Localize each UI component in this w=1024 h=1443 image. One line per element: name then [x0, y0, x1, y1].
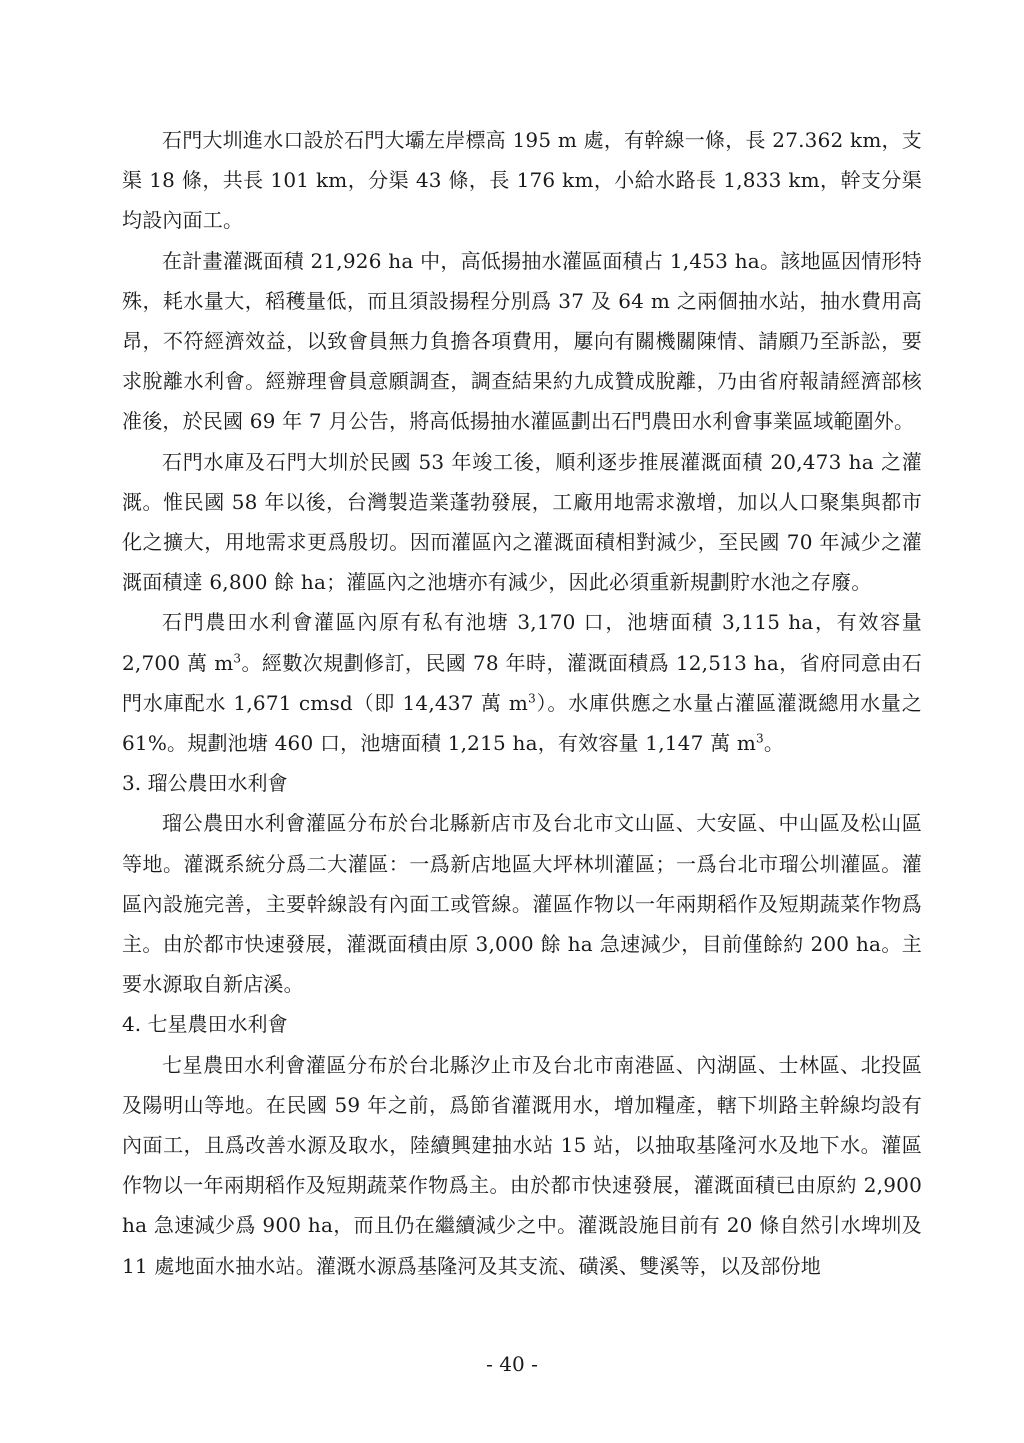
document-body — [122, 120, 922, 1286]
section-heading-liugong: 3. 瑠公農田水利會 — [122, 771, 288, 796]
text-run: 。經數次規劃修訂，民國 78 年時，灌溉面積爲 12,513 ha，省府同意由石門水庫配水 1,671 cmsd（即 14,437 萬 m — [122, 650, 922, 715]
page-number: - 40 - — [486, 1352, 538, 1376]
paragraph-private-ponds — [122, 602, 922, 763]
superscript-3: 3 — [233, 650, 242, 665]
text-run: 。 — [763, 731, 785, 756]
paragraph-reservoir-completion: 石門水庫及石門大圳於民國 53 年竣工後，順利逐步推展灌溉面積 20,473 ha 之灌溉。惟民國 58 年以後，台灣製造業蓬勃發展，工廠用地需求激增，加以人口聚集與都市化之擴大，用地需求更爲殷切。因而灌區內之灌溉面積相對減少，至民國 70 年減少之灌溉面積達 6,800 餘 ha；灌區內之池塘亦有減少，因此必須重新規劃貯水池之存廢。 — [122, 449, 922, 595]
paragraph-shimen-canal-intake: 石門大圳進水口設於石門大壩左岸標高 195 m 處，有幹線一條，長 27.362 km，支渠 18 條，共長 101 km，分渠 43 條，長 176 km，小給水路長 1,833 km，幹支分渠均設內面工。 — [122, 128, 922, 233]
text-run: ）。水庫供應之水量占灌區灌溉總用水量之 61%。規劃池塘 460 口，池塘面積 1,215 ha，有效容量 1,147 萬 m — [122, 690, 922, 756]
paragraph-qixing: 七星農田水利會灌區分布於台北縣汐止市及台北市南港區、內湖區、士林區、北投區及陽明山等地。在民國 59 年之前，爲節省灌溉用水，增加糧產，轄下圳路主幹線均設有內面工，且爲改善水源及取水，陸續興建抽水站 15 站，以抽取基隆河水及地下水。灌區作物以一年兩期稻作及短期蔬菜作物爲主。由於都市快速發展，灌溉面積已由原約 2,900 ha 急速減少爲 900 ha，而且仍在繼續減少之中。灌溉設施目前有 20 條自然引水埤圳及 11 處地面水抽水站。灌溉水源爲基隆河及其支流、磺溪、雙溪等，以及部份地 — [122, 1052, 922, 1278]
paragraph-liugong: 瑠公農田水利會灌區分布於台北縣新店市及台北市文山區、大安區、中山區及松山區等地。灌溉系統分爲二大灌區：一爲新店地區大坪林圳灌區；一爲台北市瑠公圳灌區。灌區內設施完善，主要幹線設有內面工或管線。灌區作物以一年兩期稻作及短期蔬菜作物爲主。由於都市快速發展，灌溉面積由原 3,000 餘 ha 急速減少，目前僅餘約 200 ha。主要水源取自新店溪。 — [122, 811, 922, 997]
section-heading-qixing: 4. 七星農田水利會 — [122, 1012, 288, 1037]
paragraph-pumping-district: 在計畫灌溉面積 21,926 ha 中，高低揚抽水灌區面積占 1,453 ha。該地區因情形特殊，耗水量大，稻穫量低，而且須設揚程分別爲 37 及 64 m 之兩個抽水站，抽水費用高昂，不符經濟效益，以致會員無力負擔各項費用，屢向有關機關陳情、請願乃至訴訟，要求脫離水利會。經辦理會員意願調查，調查結果約九成贊成脫離，乃由省府報請經濟部核准後，於民國 69 年 7 月公告，將高低揚抽水灌區劃出石門農田水利會事業區域範圍外。 — [122, 248, 922, 434]
text-run: 石門農田水利會灌區內原有私有池塘 3,170 口，池塘面積 3,115 ha，有效容量 2,700 萬 m — [122, 610, 922, 675]
superscript-3: 3 — [528, 691, 536, 706]
superscript-3: 3 — [756, 731, 764, 746]
